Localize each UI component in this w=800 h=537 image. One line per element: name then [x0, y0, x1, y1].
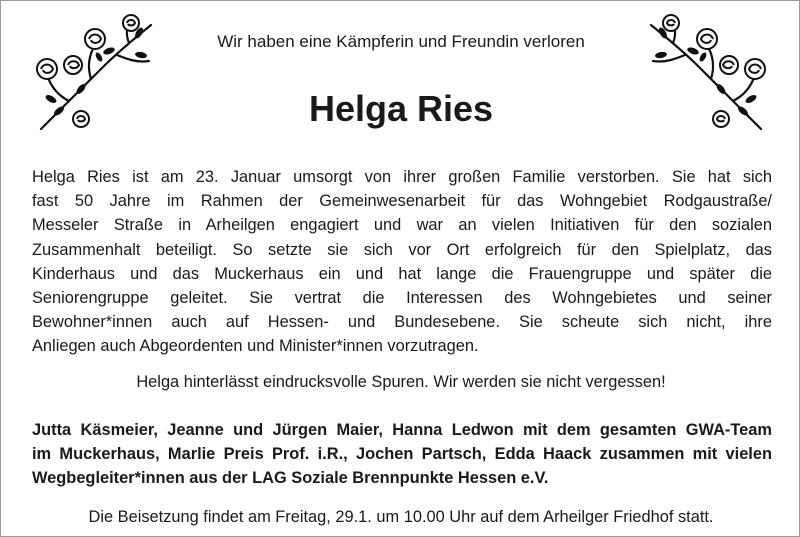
- body-line: Seniorengruppe geleitet. Sie vertrat die Interessen des Wohngebietes und seiner: [32, 289, 772, 308]
- deceased-name: Helga Ries: [308, 88, 494, 129]
- signers-line: Wegbegleiter*innen aus der LAG Soziale Brennpunkte Hessen e.V.: [32, 469, 549, 488]
- burial-notice: Die Beisetzung findet am Freitag, 29.1. um 10.00 Uhr auf dem Arheilger Friedhof statt.: [88, 508, 714, 526]
- rose-branch-icon: [643, 11, 773, 141]
- body-line: Kinderhaus und das Muckerhaus ein und hat lange die Frauengruppe und später die: [32, 264, 772, 283]
- signers-block: [32, 418, 772, 491]
- obituary-body: [32, 165, 772, 359]
- body-line: Messeler Straße in Arheilgen engagiert und war an vielen Initiativen für den sozialen: [32, 216, 772, 235]
- body-line: Zusammenhalt beteiligt. So setzte sie sich vor Ort erfolgreich für den Spielplatz, das: [32, 240, 772, 259]
- body-line: Anliegen auch Abgeordenten und Minister*innen vorzutragen.: [32, 337, 479, 356]
- body-line: Helga Ries ist am 23. Januar umsorgt von ihrer großen Familie verstorben. Sie hat sich: [32, 168, 772, 186]
- headline: Wir haben eine Kämpferin und Freundin verloren: [217, 32, 585, 51]
- body-line: Bewohner*innen auch auf Hessen- und Bundesebene. Sie scheute sich nicht, ihre: [32, 313, 772, 332]
- signers-line: im Muckerhaus, Marlie Preis Prof. i.R., Jochen Partsch, Edda Haack zusammen mit vielen: [32, 445, 772, 464]
- farewell-line: Helga hinterlässt eindrucksvolle Spuren. Wir werden sie nicht vergessen!: [136, 373, 666, 391]
- signers-line: Jutta Käsmeier, Jeanne und Jürgen Maier, Hanna Ledwon mit dem gesamten GWA-Team: [32, 421, 772, 439]
- rose-branch-icon: [29, 11, 159, 141]
- body-line: fast 50 Jahre im Rahmen der Gemeinwesenarbeit für das Wohngebiet Rodgaustraße/: [32, 192, 772, 211]
